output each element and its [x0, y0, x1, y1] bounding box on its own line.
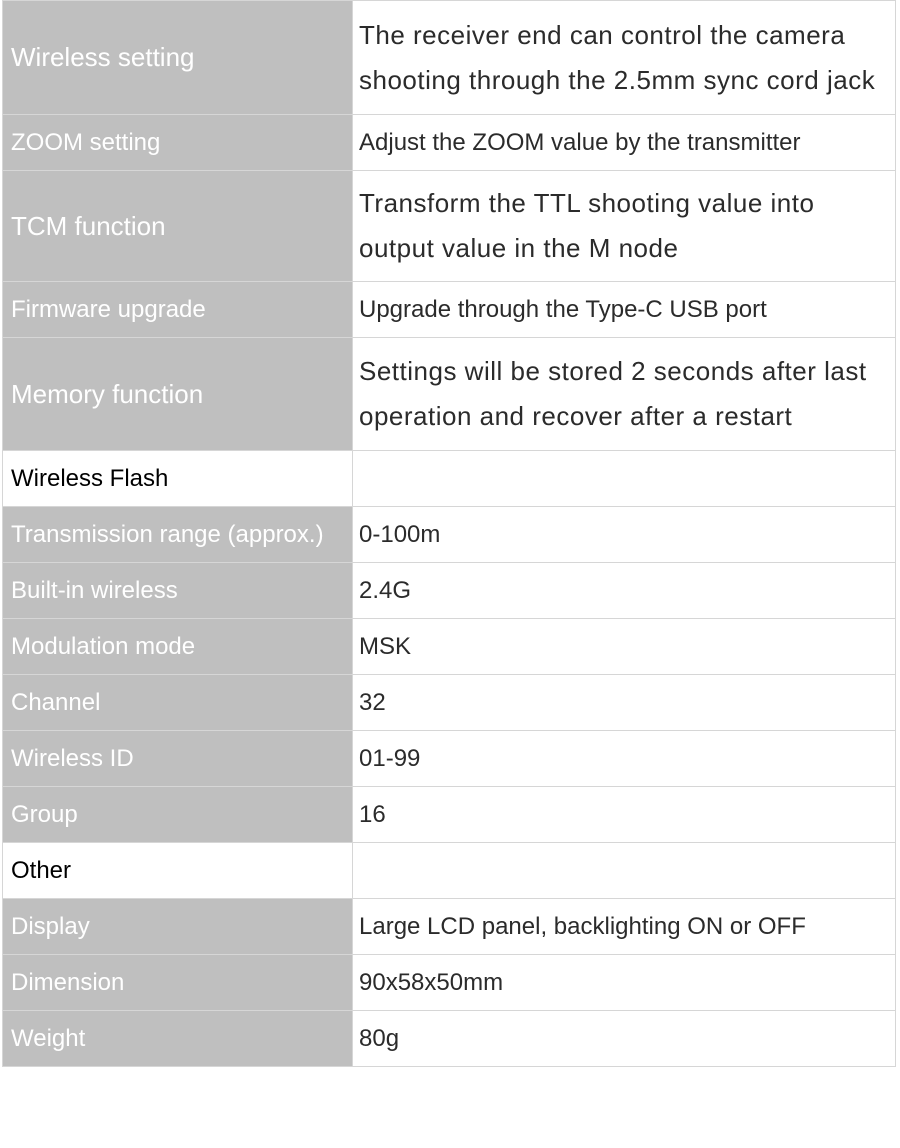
spec-table — [2, 0, 896, 1067]
spec-value: 80g — [353, 1011, 896, 1067]
spec-value: 01-99 — [353, 731, 896, 787]
table-row — [3, 507, 896, 563]
spec-label: Built-in wireless — [3, 563, 353, 619]
spec-label: Memory function — [3, 338, 353, 451]
spec-value: Adjust the ZOOM value by the transmitter — [353, 115, 896, 171]
spec-label: Transmission range (approx.) — [3, 507, 353, 563]
table-row — [3, 787, 896, 843]
table-row — [3, 731, 896, 787]
table-row — [3, 675, 896, 731]
spec-value: Settings will be stored 2 seconds after last operation and recover after a restart — [353, 338, 896, 451]
spec-label: Dimension — [3, 955, 353, 1011]
spec-value: Transform the TTL shooting value into output value in the M node — [353, 171, 896, 282]
spec-label: Wireless ID — [3, 731, 353, 787]
section-blank-cell — [353, 451, 896, 507]
section-blank-cell — [353, 843, 896, 899]
spec-value: 32 — [353, 675, 896, 731]
table-row — [3, 282, 896, 338]
spec-value: MSK — [353, 619, 896, 675]
spec-value: The receiver end can control the camera shooting through the 2.5mm sync cord jack — [353, 1, 896, 115]
table-row — [3, 115, 896, 171]
table-row — [3, 899, 896, 955]
spec-value: 2.4G — [353, 563, 896, 619]
spec-value: 16 — [353, 787, 896, 843]
table-row — [3, 563, 896, 619]
section-title: Other — [3, 843, 353, 899]
table-row — [3, 619, 896, 675]
spec-label: Group — [3, 787, 353, 843]
spec-value: Upgrade through the Type-C USB port — [353, 282, 896, 338]
spec-value: Large LCD panel, backlighting ON or OFF — [353, 899, 896, 955]
table-row — [3, 338, 896, 451]
section-title: Wireless Flash — [3, 451, 353, 507]
spec-value: 90x58x50mm — [353, 955, 896, 1011]
spec-value: 0-100m — [353, 507, 896, 563]
section-header-row — [3, 451, 896, 507]
section-header-row — [3, 843, 896, 899]
table-row — [3, 955, 896, 1011]
spec-label: Weight — [3, 1011, 353, 1067]
spec-label: Firmware upgrade — [3, 282, 353, 338]
spec-label: ZOOM setting — [3, 115, 353, 171]
spec-label: Channel — [3, 675, 353, 731]
spec-label: Wireless setting — [3, 1, 353, 115]
spec-label: Modulation mode — [3, 619, 353, 675]
table-row — [3, 1011, 896, 1067]
spec-label: TCM function — [3, 171, 353, 282]
table-row — [3, 171, 896, 282]
table-row — [3, 1, 896, 115]
spec-label: Display — [3, 899, 353, 955]
